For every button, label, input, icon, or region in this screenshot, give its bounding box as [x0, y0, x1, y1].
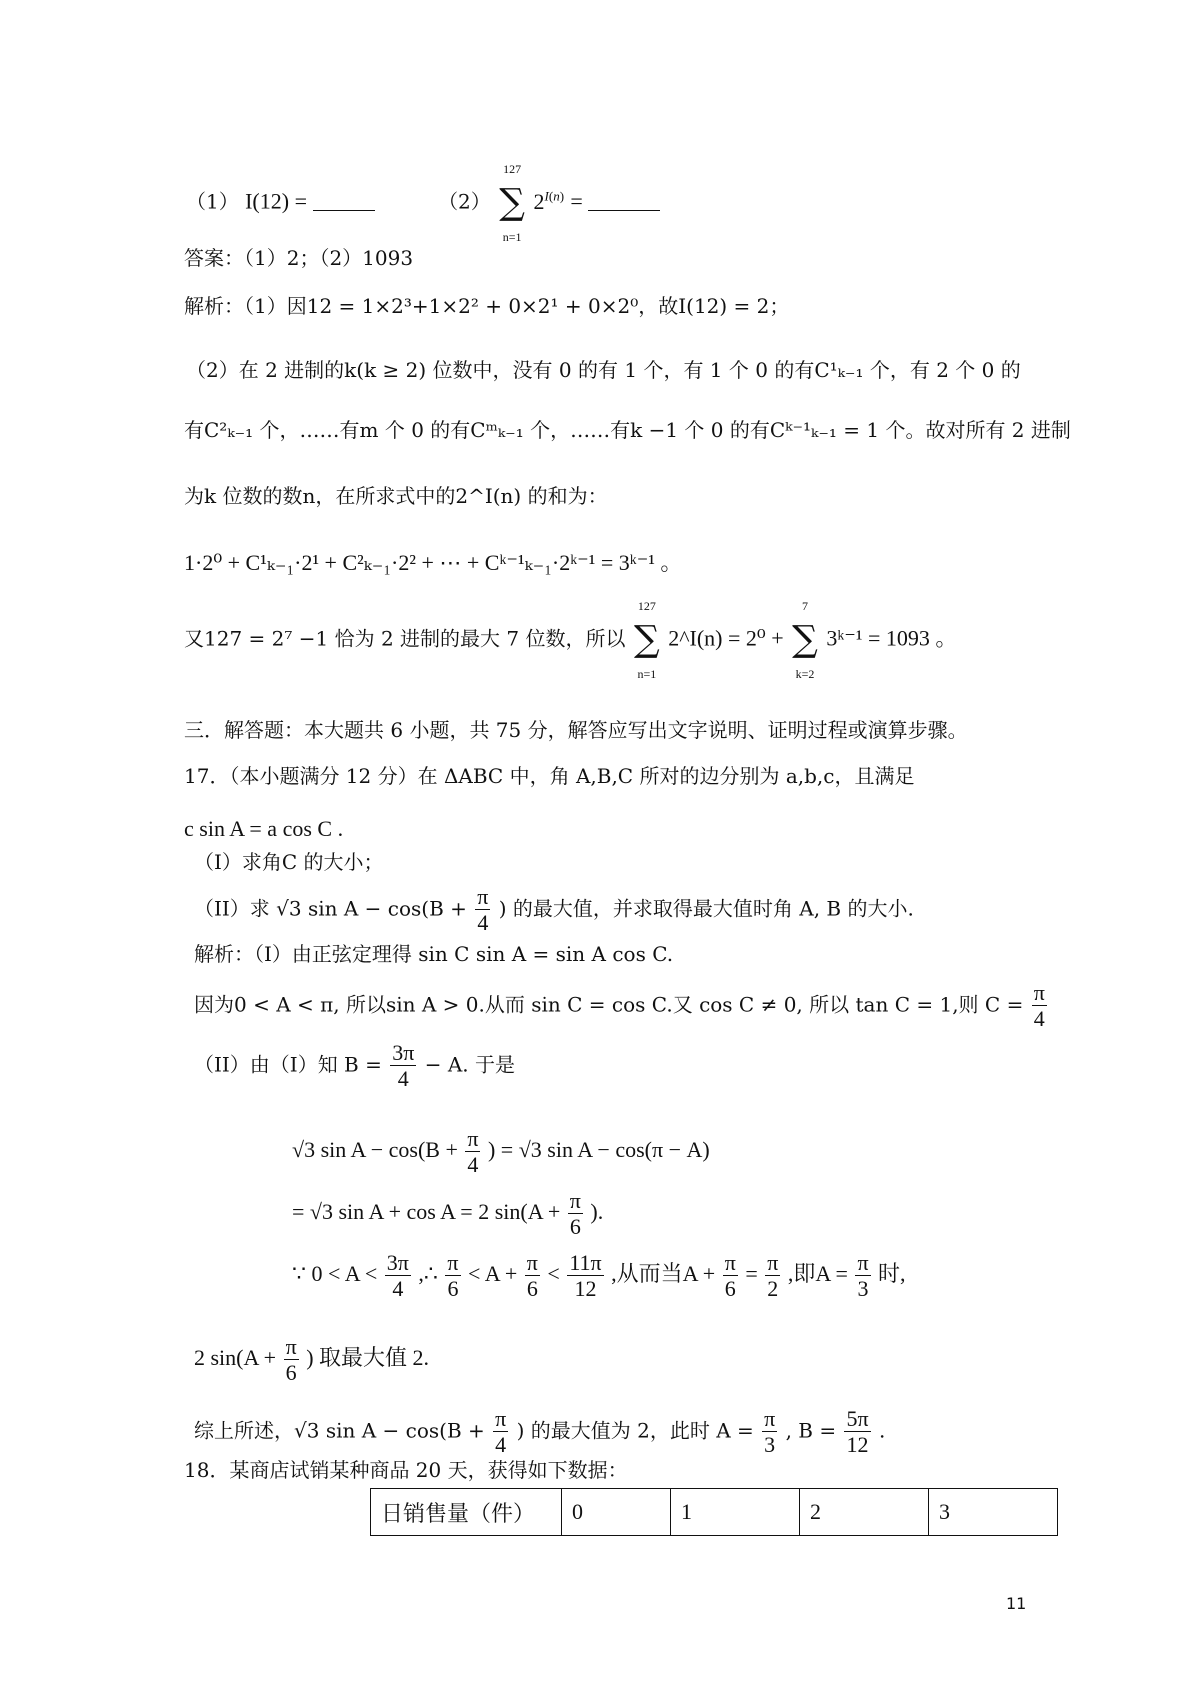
fraction: $\frac{\pi}{6}$	[526, 1250, 538, 1302]
fraction: $\frac{\pi}{4}$	[477, 884, 489, 936]
analysis-part2-line5: 又127 = 2⁷ −1 恰为 2 进制的最大 7 位数，所以 127 ∑ n=1 2^I(n) = 2⁰ + 7 ∑ k=2 3ᵏ⁻¹ = 1093 。	[184, 599, 958, 681]
fraction: $\frac{\pi}{6}$	[285, 1334, 297, 1386]
equation-line3: ∵ 0 < A < $\frac{3\pi}{4}$ ,∴ $\frac{\pi}{6}$ < A + $\frac{\pi}{6}$ < $\frac{11\pi}{12}$ ,从而当A + $\frac{\pi}{6}$ = $\frac{\pi}{2}$ ,即A = $\frac{\pi}{3}$ 时,	[292, 1250, 906, 1302]
part2-label: （2）	[438, 189, 491, 214]
solution-line3: （II）由（I）知 B = $\frac{3\pi}{4}$ − A. 于是	[194, 1040, 515, 1092]
part1-blank	[313, 210, 375, 211]
fraction: $\frac{\pi}{3}$	[857, 1250, 869, 1302]
fraction: $\frac{3\pi}{4}$	[386, 1250, 409, 1302]
fraction: $\frac{3\pi}{4}$	[392, 1040, 415, 1092]
summation-symbol: 7 ∑ k=2	[792, 599, 818, 681]
table-cell: 1	[671, 1489, 800, 1536]
section3-heading: 三．解答题：本大题共 6 小题，共 75 分，解答应写出文字说明、证明过程或演算步骤。	[184, 718, 968, 742]
problem17-question1: （I）求角C 的大小；	[194, 850, 384, 874]
part1-expression: I(12) =	[245, 188, 307, 214]
part1-label: （1）	[186, 189, 239, 214]
problem17-stem-line2: c sin A = a cos C .	[184, 816, 344, 841]
page-number: 11	[1006, 1594, 1027, 1613]
sales-table	[370, 1488, 1058, 1536]
max-value-line: 2 sin(A + $\frac{\pi}{6}$ ) 取最大值 2.	[194, 1334, 430, 1386]
analysis-part1: 解析：（1）因12 = 1×2³+1×2² + 0×2¹ + 0×2⁰，故I(12) = 2；	[184, 294, 790, 318]
table-row	[371, 1489, 1058, 1536]
sum-upper-limit: 127	[503, 162, 522, 176]
table-cell: 0	[562, 1489, 671, 1536]
table-header-cell: 日销售量（件）	[371, 1489, 562, 1536]
fraction: $\frac{\pi}{2}$	[767, 1250, 779, 1302]
fraction: $\frac{\pi}{3}$	[764, 1406, 776, 1458]
part2-blank	[588, 210, 660, 211]
analysis-part2-line3: 为k 位数的数n，在所求式中的2^I(n) 的和为：	[184, 484, 608, 508]
fraction: $\frac{5\pi}{12}$	[846, 1406, 869, 1458]
answer-line: 答案：（1）2；（2）1093	[184, 246, 414, 270]
problem16-parts: （1） I(12) = （2） 127 ∑ n=1 $2^{I(n)}$ =	[186, 185, 660, 221]
fraction: $\frac{\pi}{4}$	[1033, 980, 1045, 1032]
fraction: $\frac{\pi}{6}$	[569, 1188, 581, 1240]
table-cell: 3	[929, 1489, 1058, 1536]
sum-lower-limit: n=1	[502, 230, 522, 244]
analysis-part2-line4: 1·2⁰ + C¹ₖ₋₁·2¹ + C²ₖ₋₁·2² + ⋯ + Cᵏ⁻¹ₖ₋₁·2ᵏ⁻¹ = 3ᵏ⁻¹ 。	[184, 550, 683, 575]
fraction: $\frac{\pi}{4}$	[467, 1126, 479, 1178]
summation-symbol: 127 ∑ n=1	[497, 185, 527, 221]
problem17-stem-line1: 17．（本小题满分 12 分）在 ΔABC 中，角 A,B,C 所对的边分别为 a,b,c，且满足	[184, 764, 915, 788]
problem17-question2: （II）求 √3 sin A − cos(B + $\frac{\pi}{4}$ ) 的最大值，并求取得最大值时角 A, B 的大小.	[194, 884, 914, 936]
part2-expression: =	[570, 188, 589, 214]
equation-line1: √3 sin A − cos(B + $\frac{\pi}{4}$ ) = √3 sin A − cos(π − A)	[292, 1126, 710, 1178]
table-cell: 2	[800, 1489, 929, 1536]
fraction: $\frac{11\pi}{12}$	[569, 1250, 602, 1302]
fraction: $\frac{\pi}{4}$	[495, 1406, 507, 1458]
solution-line2: 因为0 < A < π, 所以sin A > 0.从而 sin C = cos C.又 cos C ≠ 0, 所以 tan C = 1,则 C = $\frac{\pi}{4}$	[194, 980, 1045, 1032]
equation-line2: = √3 sin A + cos A = 2 sin(A + $\frac{\pi}{6}$ ).	[292, 1188, 604, 1240]
fraction: $\frac{\pi}{6}$	[447, 1250, 459, 1302]
problem18-stem: 18．某商店试销某种商品 20 天，获得如下数据：	[184, 1458, 628, 1482]
fraction: $\frac{\pi}{6}$	[724, 1250, 736, 1302]
analysis-part2-line1: （2）在 2 进制的k(k ≥ 2) 位数中，没有 0 的有 1 个，有 1 个 0 的有C¹ₖ₋₁ 个，有 2 个 0 的	[186, 358, 1021, 382]
conclusion-line: 综上所述，√3 sin A − cos(B + $\frac{\pi}{4}$ ) 的最大值为 2，此时 A = $\frac{\pi}{3}$ , B = $\frac{5\pi}{12}$ .	[194, 1406, 886, 1458]
analysis-part2-line2: 有C²ₖ₋₁ 个，……有m 个 0 的有Cᵐₖ₋₁ 个，……有k −1 个 0 的有Cᵏ⁻¹ₖ₋₁ = 1 个。故对所有 2 进制	[184, 418, 1071, 442]
solution-line1: 解析：（I）由正弦定理得 sin C sin A = sin A cos C.	[194, 942, 674, 966]
summation-symbol: 127 ∑ n=1	[633, 599, 660, 681]
